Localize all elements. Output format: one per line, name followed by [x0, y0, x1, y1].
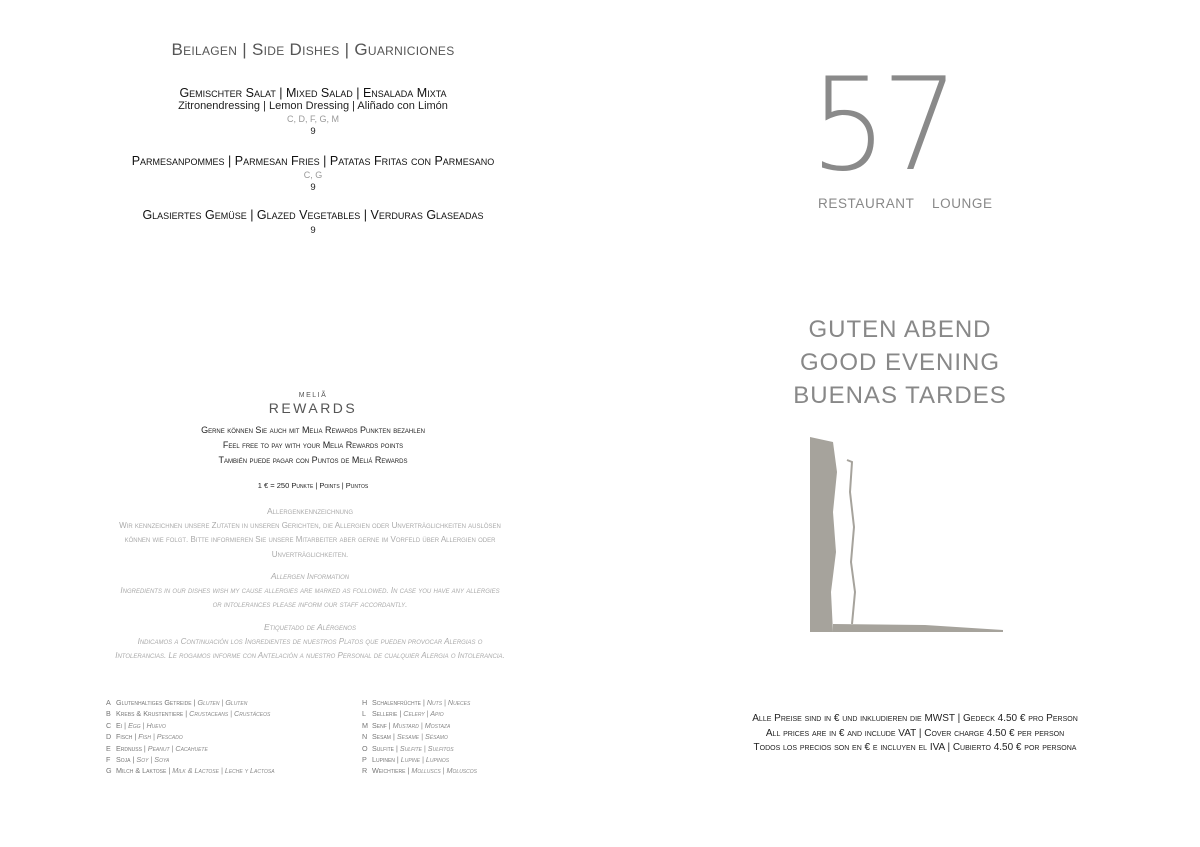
allergy-title-de: Allergenkennzeichnung [266, 506, 354, 516]
greeting-es: BUENAS TARDES [793, 382, 1007, 409]
dish-description: Zitronendressing | Lemon Dressing | Aliñado con Limón [178, 100, 448, 112]
rewards-line-es: También puede pagar con Puntos de Meliá Rewards [218, 455, 408, 465]
allergy-title-en: Allergen Information [270, 571, 350, 581]
price-note-es: Todos los precios son en € e incluyen el IVA | Cubierto 4.50 € por persona [753, 742, 1077, 753]
rewards-line-de: Gerne können Sie auch mit Melia Rewards Punkten bezahlen [201, 425, 425, 435]
rewards-word: REWARDS [268, 400, 358, 416]
section-title: Beilagen | Side Dishes | Guarniciones [171, 40, 455, 59]
legend-row: H Schalenfrüchte | Nuts | Nueces [362, 698, 471, 707]
greeting-en: GOOD EVENING [799, 349, 1001, 376]
allergy-info-de [115, 504, 505, 562]
allergy-info-es [115, 620, 505, 664]
allergy-info-en [115, 569, 505, 613]
dish-item [60, 208, 566, 236]
rewards-info [60, 423, 566, 468]
dish-price: 9 [310, 225, 316, 236]
legend-row: O Sulfite | Sulfite | Sulfitos [362, 743, 454, 753]
allergen-legend-right [362, 697, 477, 777]
dish-allergens: C, D, F, G, M [286, 114, 339, 124]
greeting [770, 313, 1030, 412]
allergy-title-es: Etiquetado de Alérgenos [264, 622, 356, 632]
melia-rewards-logo [60, 392, 566, 416]
price-note-de: Alle Preise sind in € und inkludieren die MWST | Gedeck 4.50 € pro Person [752, 713, 1078, 724]
rewards-line-en: Feel free to pay with your Melia Rewards points [222, 440, 404, 450]
legend-row: G Milch & Laktose | Milk & Lactose | Leche y Lactosa [106, 766, 275, 776]
legend-row: M Senf | Mustard | Mostaza [362, 720, 451, 730]
rewards-brand: MELIÃ [298, 392, 328, 399]
dish-item [60, 86, 566, 137]
dish-name: Parmesanpommes | Parmesan Fries | Patatas Fritas con Parmesano [131, 154, 495, 168]
legend-row: N Sesam | Sesame | Sésamo [362, 732, 448, 742]
points-rate: 1 € = 250 Punkte | Points | Puntos [257, 481, 369, 490]
legend-row: D Fisch | Fish | Pescado [106, 732, 183, 742]
dish-item [60, 154, 566, 193]
logo-number: 57 [810, 51, 954, 200]
legend-row: A Glutenhaltiges Getreide | Gluten | Gluten [106, 698, 248, 707]
greeting-de: GUTEN ABEND [808, 316, 992, 343]
price-note-en: All prices are in € and include VAT | Cover charge 4.50 € per person [765, 727, 1065, 739]
logo-restaurant-label: RESTAURANT [818, 196, 915, 211]
dish-name: Gemischter Salat | Mixed Salad | Ensalada Mixta [179, 86, 447, 100]
logo-lounge-label: LOUNGE [932, 196, 993, 211]
allergy-text-en: Ingredients in our dishes wish my cause allergies are marked as followed. In case you have any allergies or intolerances please inform our staff accordantly. [120, 585, 500, 609]
decorative-lamp-illustration [805, 432, 1010, 637]
allergen-legend-left [106, 697, 275, 777]
legend-row: L Sellerie | Celery | Apio [362, 709, 444, 719]
dish-price: 9 [310, 182, 316, 193]
legend-row: B Krebs & Krustentiere | Crustaceans | Crustáceos [106, 709, 271, 719]
legend-row: E Erdnuss | Peanut | Cacahuete [106, 743, 208, 753]
dish-price: 9 [310, 126, 316, 137]
dish-name: Glasiertes Gemüse | Glazed Vegetables | Verduras Glaseadas [142, 208, 484, 222]
price-notes [715, 712, 1115, 756]
legend-row: F Soja | Soy | Soya [106, 755, 170, 765]
dish-allergens: C, G [303, 170, 323, 180]
allergy-text-es: Indicamos a Continuación los Ingredientes de nuestros Platos que pueden provocar Alergias o Intolerancias. Le rogamos informe con Antelación a nuestro Personal de cualquier Alergia o Intolerancia. [115, 636, 505, 660]
allergy-text-de: Wir kennzeichnen unsere Zutaten in unseren Gerichten, die Allergien oder Unverträglichkeiten auslösen können wie folgt. Bitte informieren Sie unsere Mitarbeiter aber gerne im Vorfeld über Allergien oder Unverträglichkeiten. [119, 520, 501, 559]
legend-row: R Weichtiere | Molluscs | Moluscos [362, 766, 477, 776]
legend-row: C Ei | Egg | Huevo [106, 720, 166, 730]
legend-row: P Lupinen | Lupine | Lupinos [362, 755, 450, 765]
